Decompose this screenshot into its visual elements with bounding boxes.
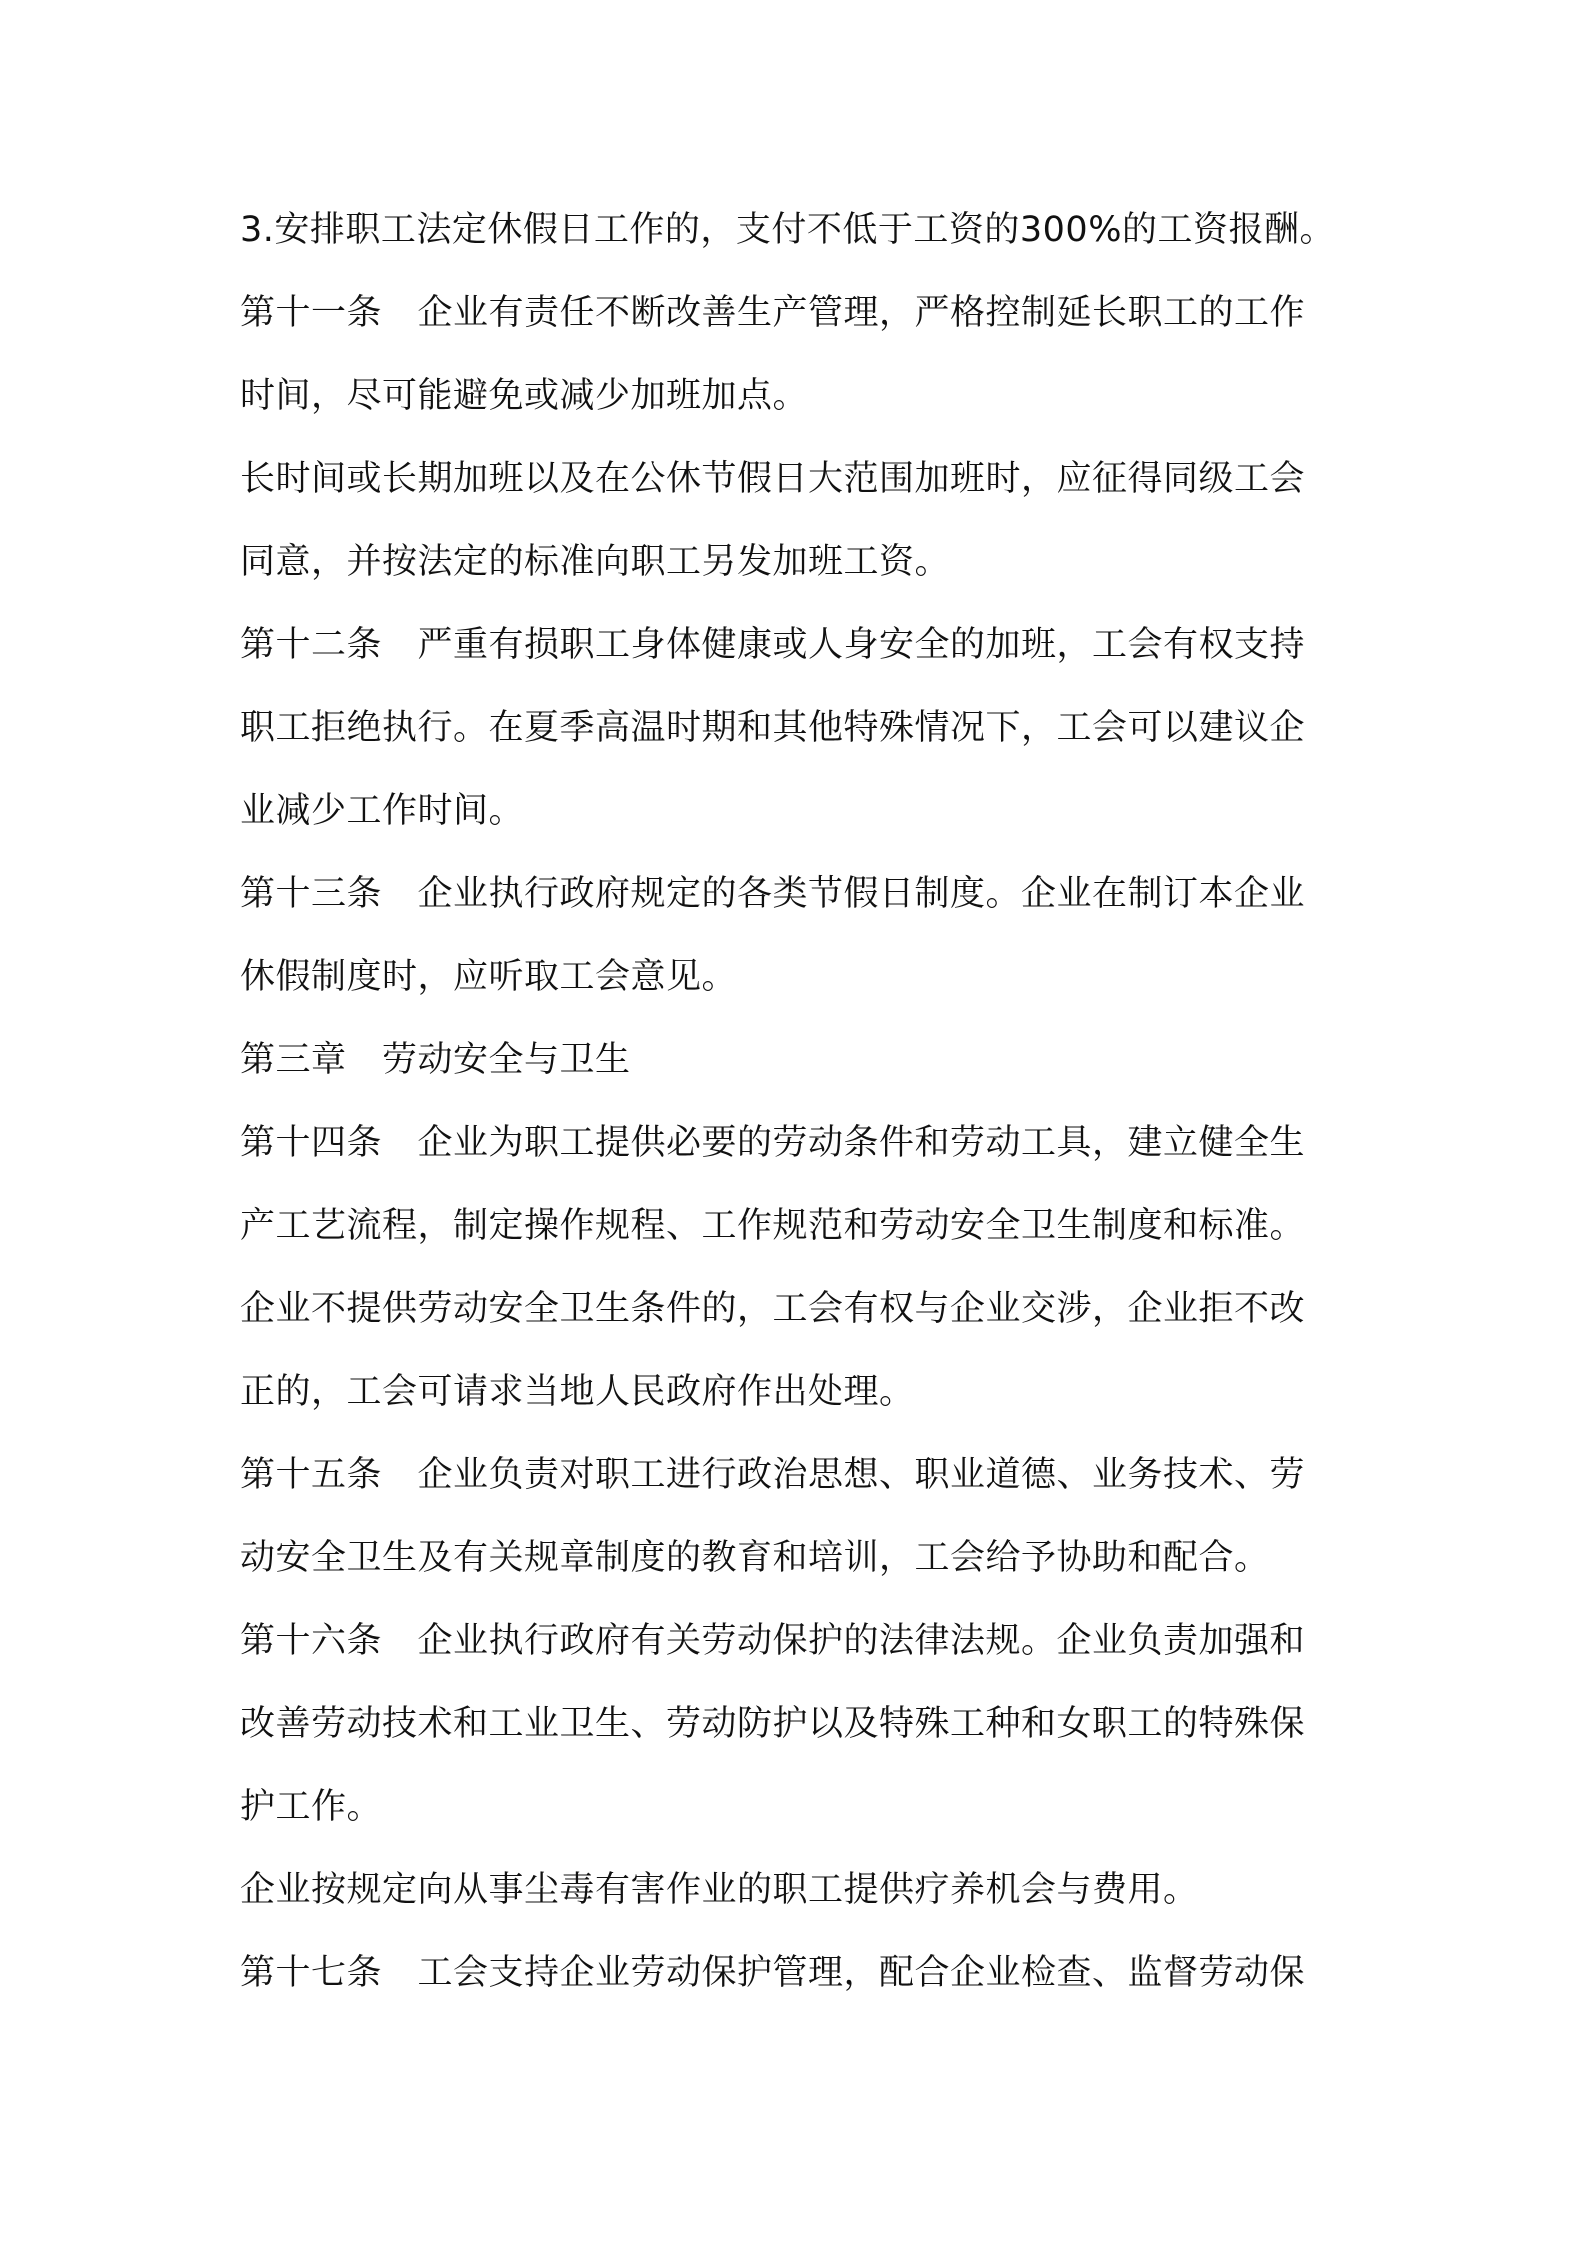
text-line: 同意，并按法定的标准向职工另发加班工资。: [240, 542, 951, 582]
text-line: 产工艺流程，制定操作规程、工作规范和劳动安全卫生制度和标准。: [240, 1206, 1306, 1246]
text-line: 改善劳动技术和工业卫生、劳动防护以及特殊工种和女职工的特殊保: [240, 1704, 1306, 1744]
text-line: 休假制度时，应听取工会意见。: [240, 957, 738, 997]
text-line: 职工拒绝执行。在夏季高温时期和其他特殊情况下，工会可以建议企: [240, 708, 1306, 748]
text-line: 第十一条 企业有责任不断改善生产管理，严格控制延长职工的工作: [240, 293, 1306, 333]
text-line: 业减少工作时间。: [240, 791, 525, 831]
text-line: 第十五条 企业负责对职工进行政治思想、职业道德、业务技术、劳: [240, 1455, 1306, 1495]
text-line: 企业不提供劳动安全卫生条件的，工会有权与企业交涉，企业拒不改: [240, 1289, 1306, 1329]
text-line: 护工作。: [240, 1787, 383, 1827]
text-line: 3.安排职工法定休假日工作的，支付不低于工资的300%的工资报酬。: [240, 210, 1335, 250]
text-line: 长时间或长期加班以及在公休节假日大范围加班时，应征得同级工会: [240, 459, 1306, 499]
text-line: 第十四条 企业为职工提供必要的劳动条件和劳动工具，建立健全生: [240, 1123, 1306, 1163]
text-line: 第十七条 工会支持企业劳动保护管理，配合企业检查、监督劳动保: [240, 1953, 1306, 1993]
chapter-heading: 第三章 劳动安全与卫生: [240, 1040, 631, 1080]
text-line: 动安全卫生及有关规章制度的教育和培训，工会给予协助和配合。: [240, 1538, 1270, 1578]
text-line: 第十二条 严重有损职工身体健康或人身安全的加班，工会有权支持: [240, 625, 1306, 665]
text-line: 正的，工会可请求当地人民政府作出处理。: [240, 1372, 915, 1412]
text-line: 第十六条 企业执行政府有关劳动保护的法律法规。企业负责加强和: [240, 1621, 1306, 1661]
text-line: 第十三条 企业执行政府规定的各类节假日制度。企业在制订本企业: [240, 874, 1306, 914]
text-line: 时间，尽可能避免或减少加班加点。: [240, 376, 809, 416]
text-line: 企业按规定向从事尘毒有害作业的职工提供疗养机会与费用。: [240, 1870, 1199, 1910]
